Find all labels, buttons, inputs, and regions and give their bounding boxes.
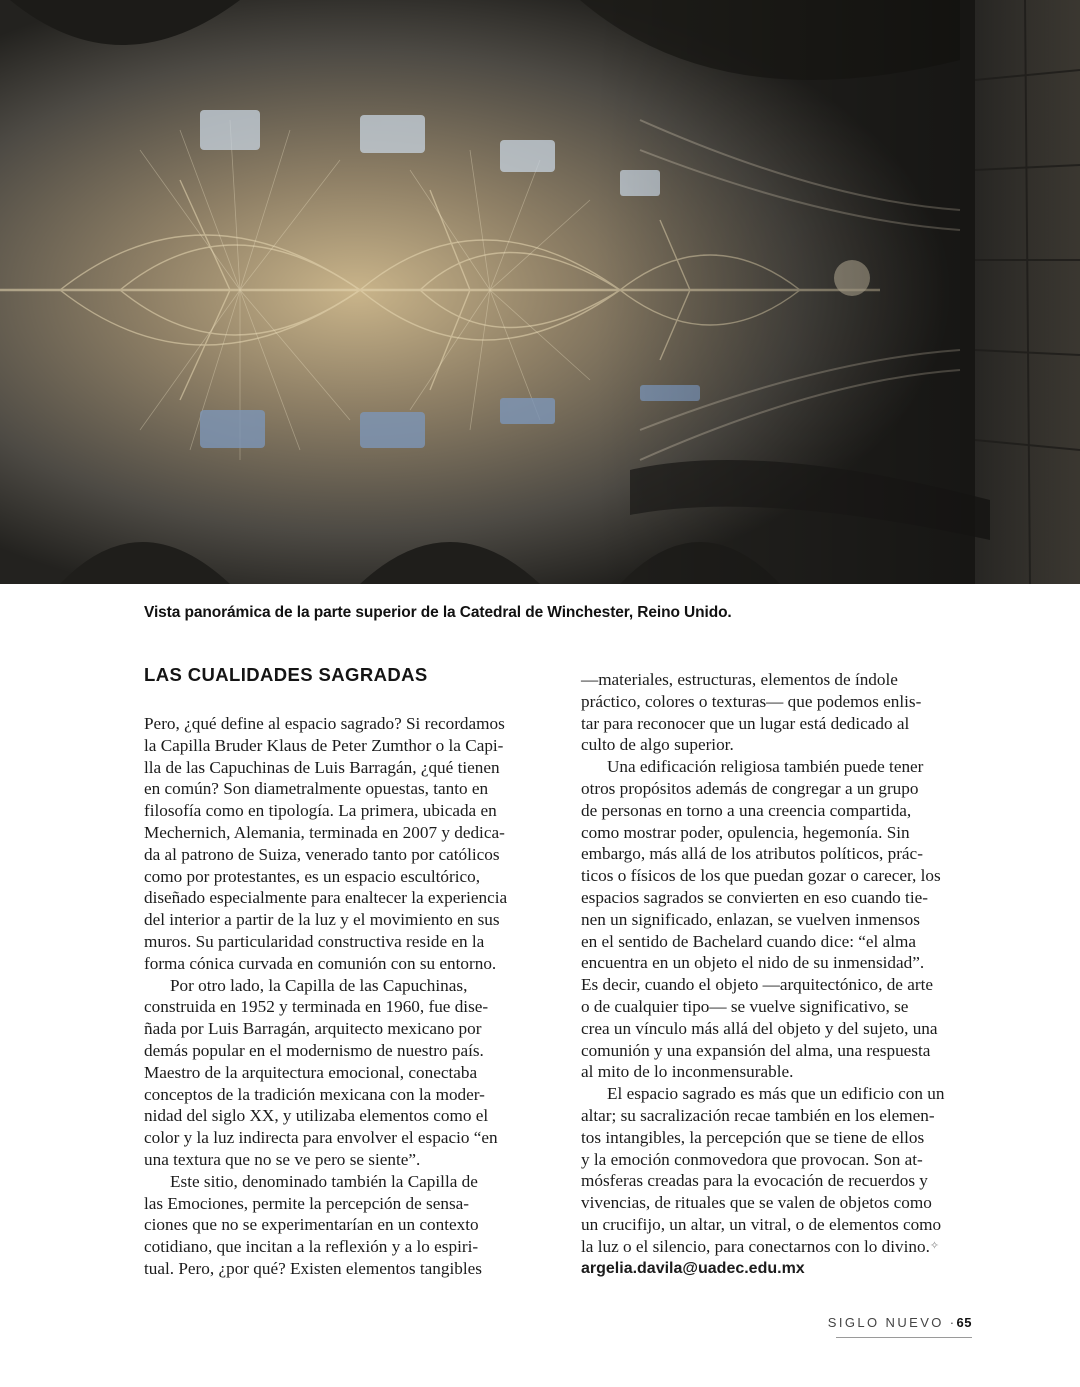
body-line: y la emoción conmovedora que provocan. Son at- <box>581 1149 923 1169</box>
body-line: o de cualquier tipo— se vuelve significativo, se <box>581 996 909 1016</box>
body-line: diseñado especialmente para enaltecer la experiencia <box>144 888 508 908</box>
body-line: ciones que no se experimentarían en un contexto <box>144 1215 479 1235</box>
right-column <box>581 669 973 1279</box>
body-line: un crucifijo, un altar, un vitral, o de elementos como <box>581 1214 942 1234</box>
body-line: mósferas creadas para la evocación de recuerdos y <box>581 1171 928 1191</box>
body-line: —materiales, estructuras, elementos de índole <box>581 670 898 689</box>
end-mark-icon: ✧ <box>929 1239 940 1252</box>
body-line: ticos o físicos de los que puedan gozar o carecer, los <box>581 866 941 886</box>
body-line: crea un vínculo más allá del objeto y del sujeto, una <box>581 1018 938 1038</box>
body-line: vivencias, de rituales que se valen de objetos como <box>581 1193 932 1213</box>
body-line: otros propósitos además de congregar a un grupo <box>581 778 919 798</box>
folio-rule-divider <box>836 1337 972 1338</box>
photo-caption: Vista panorámica de la parte superior de la Catedral de Winchester, Reino Unido. <box>144 604 732 621</box>
body-line: comunión y una expansión del alma, una respuesta <box>581 1040 931 1060</box>
body-line: forma cónica curvada en comunión con su entorno. <box>144 953 497 973</box>
body-line: ñada por Luis Barragán, arquitecto mexicano por <box>144 1019 482 1039</box>
body-line: de personas en torno a una creencia compartida, <box>581 800 912 820</box>
body-line: en el sentido de Bachelard cuando dice: “el alma <box>581 931 917 951</box>
body-line: nidad del siglo XX, y utilizaba elementos como el <box>144 1106 489 1126</box>
body-line: Mechernich, Alemania, terminada en 2007 y dedica- <box>144 822 505 842</box>
body-line: tual. Pero, ¿por qué? Existen elementos tangibles <box>144 1258 482 1278</box>
folio-separator: · <box>949 1315 957 1330</box>
paragraph-start: Este sitio, denominado también la Capilla de <box>170 1171 478 1191</box>
section-heading: LAS CUALIDADES SAGRADAS <box>144 664 428 685</box>
body-line: Es decir, cuando el objeto —arquitectónico, de arte <box>581 975 933 995</box>
body-line: lla de las Capuchinas de Luis Barragán, ¿qué tienen <box>144 757 500 777</box>
cathedral-vault-image <box>0 0 1080 584</box>
body-line: la Capilla Bruder Klaus de Peter Zumthor o la Capi- <box>144 735 504 755</box>
body-line: cotidiano, que incitan a la reflexión y a lo espiri- <box>144 1237 479 1257</box>
page-number: 65 <box>956 1315 972 1330</box>
body-line: Pero, ¿qué define al espacio sagrado? Si recordamos <box>144 714 505 733</box>
body-line: al mito de lo inconmensurable. <box>581 1062 794 1082</box>
body-line: Maestro de la arquitectura emocional, conectaba <box>144 1062 478 1082</box>
body-line: como mostrar poder, opulencia, hegemonía. Sin <box>581 822 910 842</box>
paragraph-start: Una edificación religiosa también puede tener <box>607 757 924 777</box>
body-line: altar; su sacralización recae también en los elemen- <box>581 1105 935 1125</box>
paragraph-start: El espacio sagrado es más que un edificio con un <box>607 1084 945 1104</box>
magazine-name: SIGLO NUEVO <box>827 1315 944 1330</box>
body-line: práctico, colores o texturas— que podemos enlis- <box>581 691 922 711</box>
body-line: conceptos de la tradición mexicana con la moder- <box>144 1084 485 1104</box>
body-line: las Emociones, permite la percepción de sensa- <box>144 1193 470 1213</box>
body-line: nen un significado, enlazan, se vuelven inmensos <box>581 909 920 929</box>
body-line: color y la luz indirecta para envolver el espacio “en <box>144 1128 498 1148</box>
page-folio <box>828 1315 972 1330</box>
body-line: encuentra en un objeto el nido de su inmensidad”. <box>581 953 925 973</box>
body-line: del interior a partir de la luz y el movimiento en sus <box>144 910 500 930</box>
left-column <box>144 664 534 1280</box>
body-line: una textura que no se ve pero se siente”. <box>144 1149 421 1169</box>
body-line: filosofía como en tipología. La primera, ubicada en <box>144 801 497 821</box>
body-line: culto de algo superior. <box>581 735 734 755</box>
body-line: construida en 1952 y terminada en 1960, fue dise- <box>144 997 489 1017</box>
final-body-line <box>581 1236 973 1258</box>
body-line: espacios sagrados se convierten en eso cuando tie- <box>581 887 928 907</box>
body-line: muros. Su particularidad constructiva reside en la <box>144 931 485 951</box>
cathedral-photo <box>0 0 1080 584</box>
author-email-link[interactable]: argelia.davila@uadec.edu.mx <box>581 1259 805 1277</box>
paragraph-start: Por otro lado, la Capilla de las Capuchinas, <box>170 975 468 995</box>
body-line: en común? Son diametralmente opuestas, tanto en <box>144 779 489 799</box>
final-sentence: la luz o el silencio, para conectarnos con lo divino. <box>581 1236 930 1256</box>
body-line: embargo, más allá de los atributos políticos, prác- <box>581 844 923 864</box>
body-line: demás popular en el modernismo de nuestro país. <box>144 1040 484 1060</box>
body-line: como por protestantes, es un espacio escultórico, <box>144 866 481 886</box>
body-line: tos intangibles, la percepción que se tiene de ellos <box>581 1127 925 1147</box>
body-line: da al patrono de Suiza, venerado tanto por católicos <box>144 844 500 864</box>
body-line: tar para reconocer que un lugar está dedicado al <box>581 713 910 733</box>
